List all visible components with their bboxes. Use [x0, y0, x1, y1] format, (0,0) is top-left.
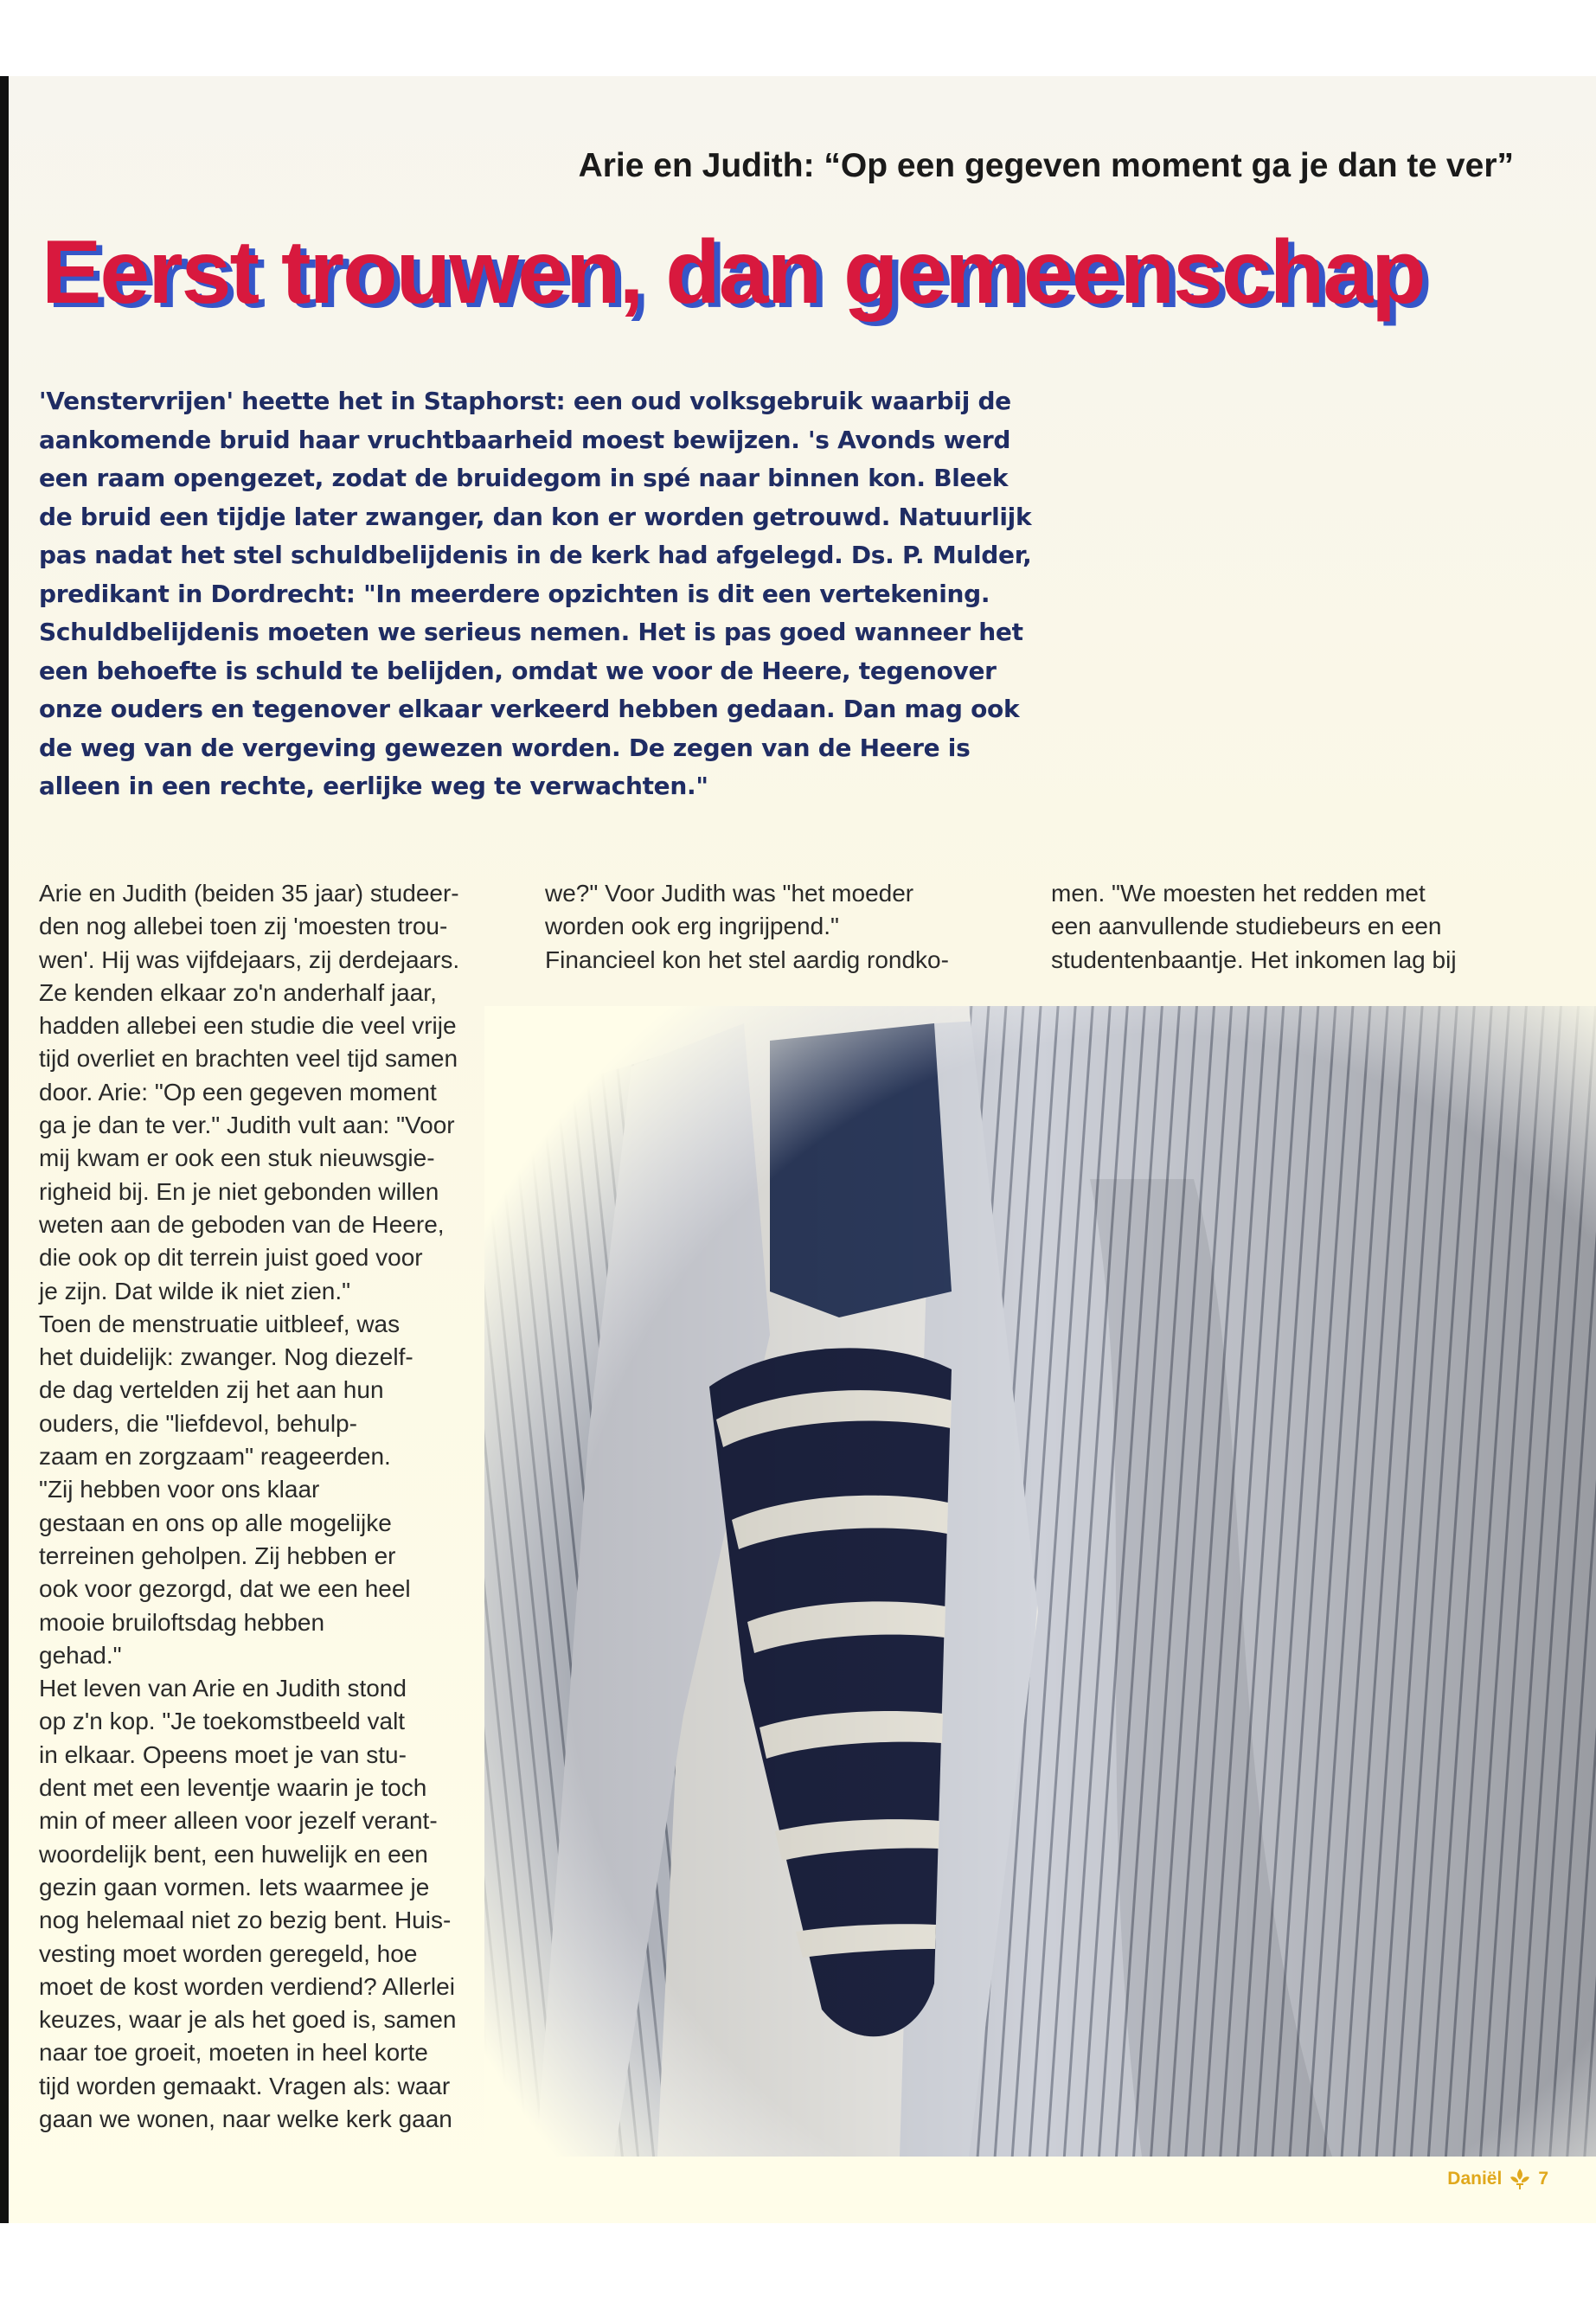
body-text-line: worden ook erg ingrijpend."	[545, 913, 839, 940]
intro-line: aankomende bruid haar vruchtbaarheid moest bewijzen. 's Avonds werd	[39, 425, 1011, 454]
body-text-line: op z'n kop. "Je toekomstbeeld valt	[39, 1708, 406, 1735]
body-text-line: door. Arie: "Op een gegeven moment	[39, 1078, 437, 1106]
body-column-2	[545, 877, 995, 977]
intro-line: Schuldbelijdenis moeten we serieus nemen. Het is pas goed wanneer het	[39, 618, 1023, 646]
magazine-name: Daniël	[1447, 2169, 1503, 2189]
body-text-line: mooie bruiloftsdag hebben	[39, 1608, 325, 1636]
body-text-line: ga je dan te ver." Judith vult aan: "Voor	[39, 1112, 455, 1139]
kicker-quote: Arie en Judith: “Op een gegeven moment ga je dan te ver”	[578, 147, 1514, 184]
fleur-de-lis-icon	[1509, 2168, 1531, 2190]
page-footer	[1447, 2168, 1548, 2190]
body-text-line: die ook op dit terrein juist goed voor	[39, 1244, 423, 1272]
body-text-line: ook voor gezorgd, dat we een heel	[39, 1575, 411, 1603]
body-text-line: min of meer alleen voor jezelf verant-	[39, 1807, 438, 1835]
body-text-line: wen'. Hij was vijfdejaars, zij derdejaars.	[39, 945, 460, 973]
body-text-line: de dag vertelden zij het aan hun	[39, 1376, 384, 1404]
body-text-line: Het leven van Arie en Judith stond	[39, 1675, 407, 1702]
body-text-line: Financieel kon het stel aardig rondko-	[545, 945, 949, 973]
body-text-line: tijd worden gemaakt. Vragen als: waar	[39, 2072, 451, 2099]
body-column-1	[39, 877, 506, 2136]
body-text-line: Ze kenden elkaar zo'n anderhalf jaar,	[39, 978, 437, 1006]
photo-vignette	[484, 1006, 1596, 2157]
intro-line: een raam opengezet, zodat de bruidegom in spé naar binnen kon. Bleek	[39, 464, 1009, 492]
body-text-line: het duidelijk: zwanger. Nog diezelf-	[39, 1343, 413, 1371]
body-text-line: zaam en zorgzaam" reageerden.	[39, 1443, 391, 1471]
body-text-line: een aanvullende studiebeurs en een	[1051, 913, 1442, 940]
tie-photo	[484, 1006, 1596, 2157]
body-text-line: weten aan de geboden van de Heere,	[39, 1210, 445, 1238]
body-text-line: ouders, die "liefdevol, behulp-	[39, 1409, 357, 1437]
body-text-line: studentenbaantje. Het inkomen lag bij	[1051, 945, 1457, 973]
body-text-line: mij kwam er ook een stuk nieuwsgie-	[39, 1144, 435, 1172]
body-text-line: Arie en Judith (beiden 35 jaar) studeer-	[39, 880, 459, 907]
body-text-line: tijd overliet en brachten veel tijd samen	[39, 1045, 458, 1073]
body-text-line: terreinen geholpen. Zij hebben er	[39, 1541, 396, 1569]
left-edge-rule	[0, 76, 9, 2223]
body-text-line: vesting moet worden geregeld, hoe	[39, 1939, 418, 1967]
page-number: 7	[1538, 2169, 1548, 2189]
body-text-line: gaan we wonen, naar welke kerk gaan	[39, 2105, 452, 2132]
body-text-line: gehad."	[39, 1641, 122, 1669]
body-text-line: righeid bij. En je niet gebonden willen	[39, 1177, 439, 1205]
intro-line: de weg van de vergeving gewezen worden. De zegen van de Heere is	[39, 733, 971, 762]
magazine-page	[0, 76, 1596, 2223]
intro-line: alleen in een rechte, eerlijke weg te verwachten."	[39, 772, 708, 800]
body-text-line: "Zij hebben voor ons klaar	[39, 1476, 320, 1503]
body-text-line: je zijn. Dat wilde ik niet zien."	[39, 1277, 351, 1304]
intro-line: een behoefte is schuld te belijden, omdat we voor de Heere, tegenover	[39, 656, 997, 685]
body-text-line: we?" Voor Judith was "het moeder	[545, 880, 914, 907]
body-text-line: den nog allebei toen zij 'moesten trou-	[39, 913, 448, 940]
intro-paragraph	[39, 382, 1032, 806]
intro-line: onze ouders en tegenover elkaar verkeerd hebben gedaan. Dan mag ook	[39, 695, 1020, 723]
body-text-line: gezin gaan vormen. Iets waarmee je	[39, 1873, 430, 1900]
body-text-line: nog helemaal niet zo bezig bent. Huis-	[39, 1907, 452, 1934]
intro-line: 'Venstervrijen' heette het in Staphorst: een oud volksgebruik waarbij de	[39, 387, 1011, 415]
body-text-line: woordelijk bent, een huwelijk en een	[39, 1840, 428, 1868]
body-text-line: moet de kost worden verdiend? Allerlei	[39, 1972, 455, 2000]
intro-line: de bruid een tijdje later zwanger, dan kon er worden getrouwd. Natuurlijk	[39, 502, 1032, 531]
body-text-line: in elkaar. Opeens moet je van stu-	[39, 1740, 407, 1768]
intro-line: pas nadat het stel schuldbelijdenis in de kerk had afgelegd. Ds. P. Mulder,	[39, 541, 1032, 569]
body-text-line: men. "We moesten het redden met	[1051, 880, 1426, 907]
body-text-line: gestaan en ons op alle mogelijke	[39, 1509, 392, 1536]
body-text-line: Toen de menstruatie uitbleef, was	[39, 1310, 401, 1337]
body-text-line: hadden allebei een studie die veel vrije	[39, 1012, 457, 1040]
article-title: Eerst trouwen, dan gemeenschap	[42, 222, 1425, 323]
intro-line: predikant in Dordrecht: "In meerdere opzichten is dit een vertekening.	[39, 579, 990, 608]
body-text-line: keuzes, waar je als het goed is, samen	[39, 2006, 457, 2034]
body-text-line: dent met een leventje waarin je toch	[39, 1774, 427, 1802]
body-column-3	[1051, 877, 1535, 977]
body-text-line: naar toe groeit, moeten in heel korte	[39, 2039, 428, 2067]
